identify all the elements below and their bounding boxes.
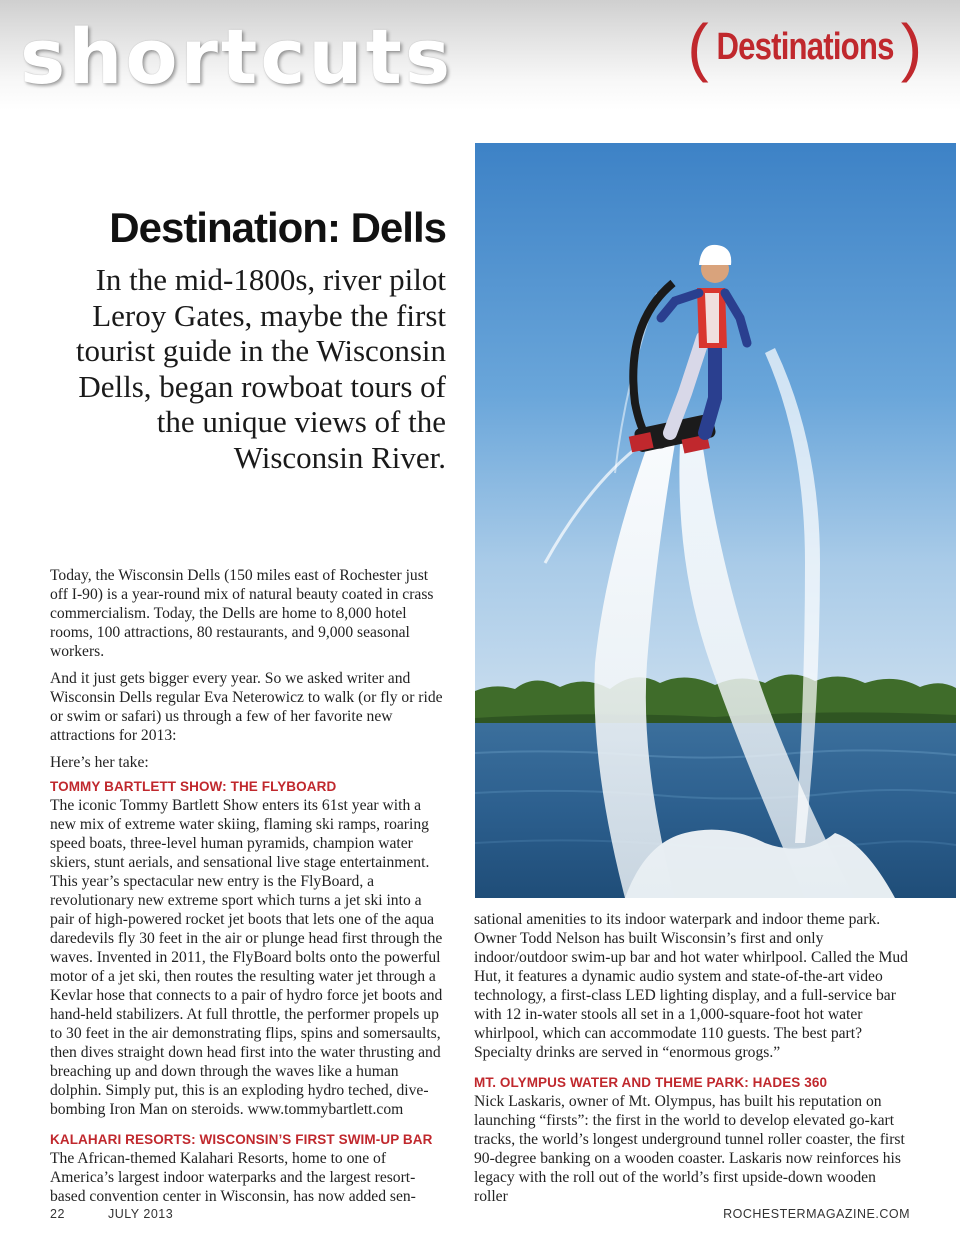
- section-text-kalahari-part1: The African-themed Kalahari Resorts, home to one of America’s largest indoor waterparks and the largest resort-based convention center in Wisconsin, has now added sen-: [50, 1150, 416, 1205]
- section-label: [687, 11, 922, 83]
- website-link[interactable]: ROCHESTERMAGAZINE.COM: [723, 1207, 910, 1221]
- section-text-tommy-bartlett: The iconic Tommy Bartlett Show enters its 61st year with a new mix of extreme water skiing, flaming ski ramps, roaring speed boats, three-level human pyramids, champion water skiers, stunt aerials, and sensational live stage entertainment. This year’s spectacular new entry is the FlyBoard, a revolutionary new extreme sport which turns a jet ski into a pair of high-powered rocket jet boots that lets one of the aqua daredevils fly 30 feet in the air or plunge head first through the waves. Invented in 2011, the FlyBoard bolts onto the powerful motor of a jet ski, then routes the resulting water jet through a Kevlar hose that connects to a pair of hydro force jet boots and hand-held stabilizers. At full throttle, the performer propels up to 30 feet in the air demonstrating flips, spins and somersaults, then dives straight down head first into the water thrusting and breaching up and down through the waves like a human dolphin. Simply put, this is an exploding hydro teched, dive-bombing Iron Man on steroids. www.tommybartlett.com: [50, 797, 443, 1118]
- right-column: [474, 910, 910, 1206]
- headline: Destination: Dells: [109, 204, 446, 251]
- intro-paragraph-1: Today, the Wisconsin Dells (150 miles east of Rochester just off I-90) is a year-round mix of natural beauty coated in crass commercialism. Today, the Dells are home to 8,000 hotel rooms, 100 attractions, 80 restaurants, and 9,000 seasonal workers.: [50, 567, 434, 660]
- left-column: [50, 566, 444, 1206]
- subhead-mt-olympus: MT. OLYMPUS WATER AND THEME PARK: HADES 360: [474, 1075, 828, 1090]
- section-open-paren: (: [687, 11, 709, 83]
- subhead-kalahari: KALAHARI RESORTS: WISCONSIN’S FIRST SWIM-UP BAR: [50, 1132, 433, 1147]
- flyboard-photo: [475, 143, 956, 898]
- dek: In the mid-1800s, river pilot Leroy Gates, maybe the first tourist guide in the Wisconsin Dells, began rowboat tours of the unique views of the Wisconsin River.: [75, 262, 446, 475]
- intro-paragraph-3: Here’s her take:: [50, 754, 149, 771]
- subhead-tommy-bartlett: TOMMY BARTLETT SHOW: THE FLYBOARD: [50, 779, 337, 794]
- intro-paragraph-2: And it just gets bigger every year. So we asked writer and Wisconsin Dells regular Eva Neterowicz to walk (or fly or ride or swim or safari) us through a few of her favorite new attractions for 2013:: [50, 670, 443, 744]
- section-word: Destinations: [716, 25, 894, 68]
- masthead: shortcuts: [20, 12, 454, 101]
- section-close-paren: ): [900, 11, 922, 83]
- section-text-mt-olympus: Nick Laskaris, owner of Mt. Olympus, has built his reputation on launching “firsts”: the first in the world to develop elevated go-kart tracks, the world’s longest underground tunnel roller coaster, the first 90-degree banking on a wooden coaster. Laskaris now reinforces his legacy with the roll out of the world’s first upside-down wooden roller: [474, 1093, 905, 1205]
- issue-date: JULY 2013: [108, 1207, 174, 1221]
- section-text-kalahari-part2: sational amenities to its indoor waterpark and indoor theme park. Owner Todd Nelson has built Wisconsin’s first and only indoor/outdoor swim-up bar and hot water whirlpool. Called the Mud Hut, it features a dynamic audio system and state-of-the-art video technology, a first-class LED lighting display, and a full-service bar with 12 in-water stools all set in a 1,000-square-foot hot water whirlpool, which can accommodate 110 guests. The best part? Specialty drinks are served in “enormous grogs.”: [474, 911, 908, 1061]
- page-number: 22: [50, 1207, 65, 1221]
